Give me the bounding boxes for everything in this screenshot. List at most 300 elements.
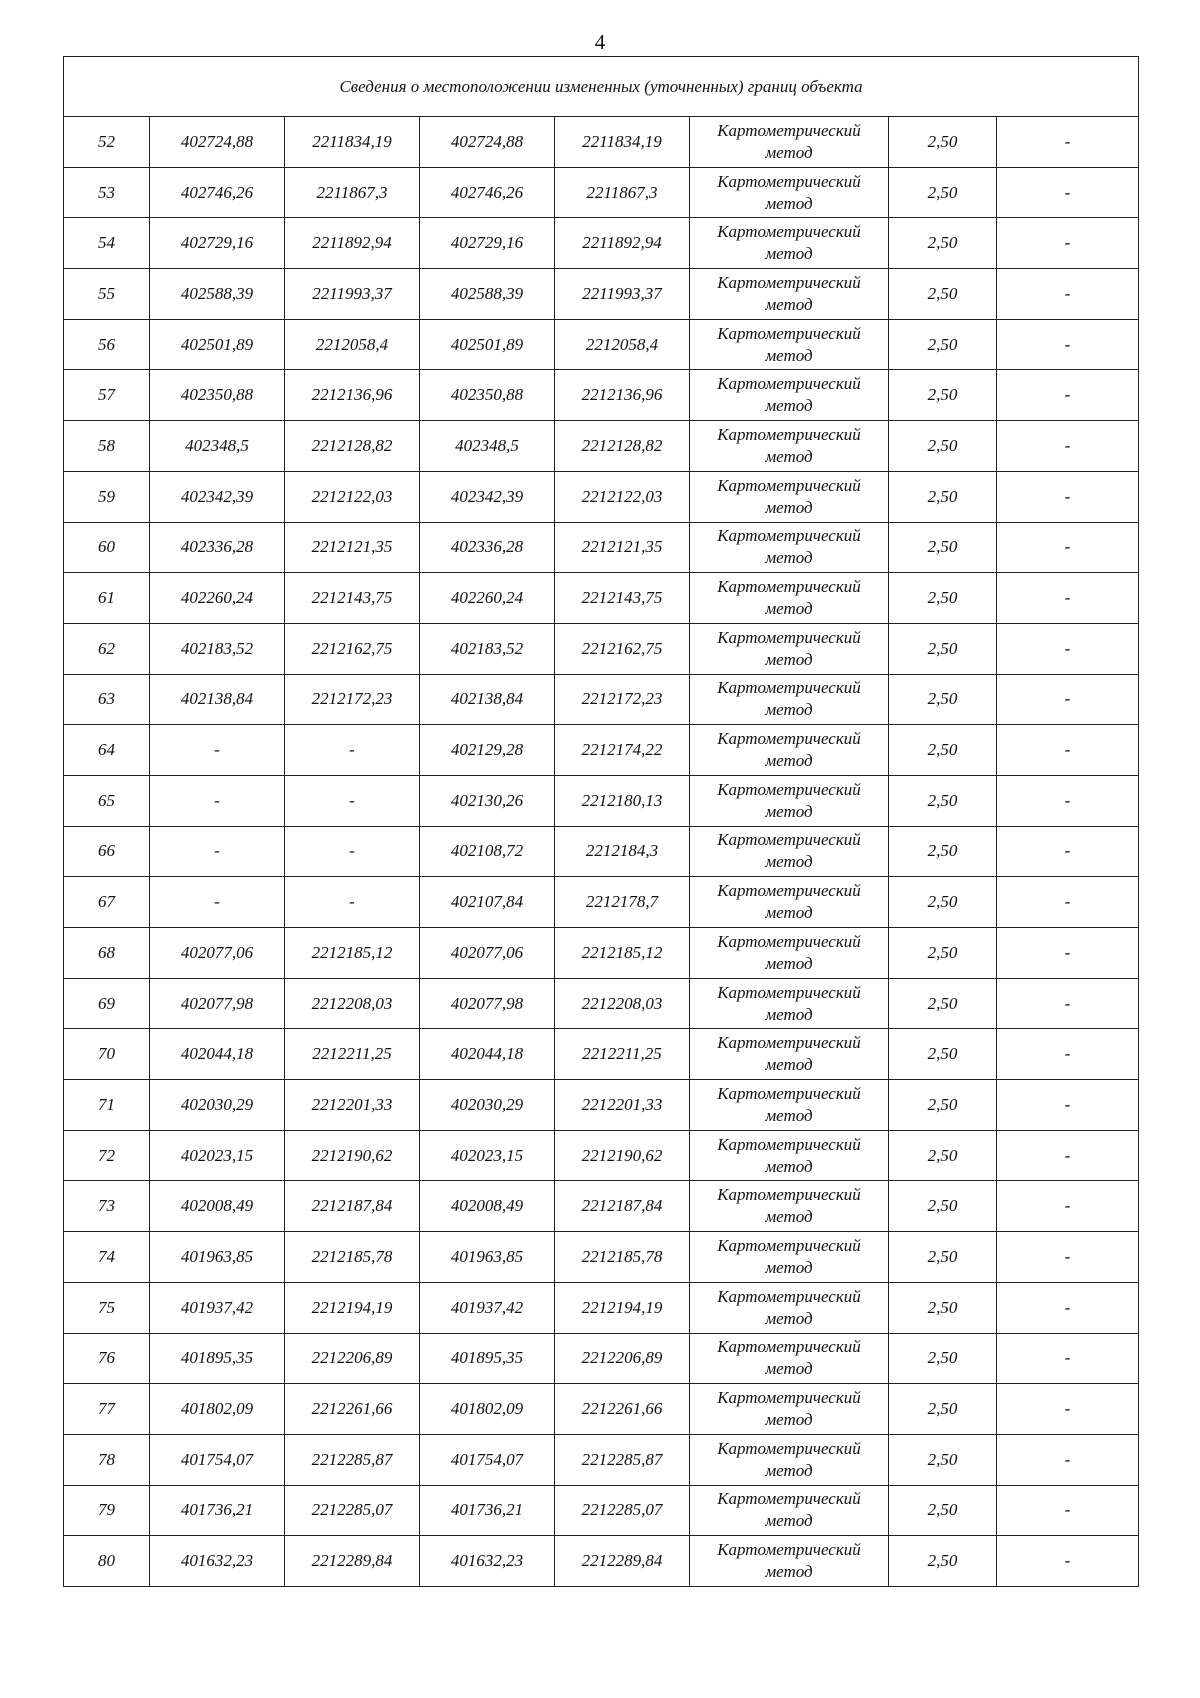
- existing-x-cell: 402260,24: [150, 573, 285, 624]
- existing-y-cell: 2211834,19: [285, 117, 420, 168]
- refined-y-cell: 2212162,75: [555, 623, 690, 674]
- note-cell: -: [997, 1282, 1139, 1333]
- method-cell: [690, 1080, 889, 1131]
- method-text: Картометрический: [717, 881, 861, 901]
- refined-y-cell: 2212285,87: [555, 1434, 690, 1485]
- method-cell: [690, 725, 889, 776]
- note-cell: -: [997, 1536, 1139, 1587]
- method-text: метод: [765, 700, 813, 720]
- refined-y-cell: 2212208,03: [555, 978, 690, 1029]
- note-cell: -: [997, 826, 1139, 877]
- method-cell: [690, 117, 889, 168]
- note-cell: -: [997, 319, 1139, 370]
- accuracy-cell: 2,50: [889, 471, 997, 522]
- refined-x-cell: 402342,39: [420, 471, 555, 522]
- method-text: Картометрический: [717, 1083, 861, 1103]
- refined-y-cell: 2212178,7: [555, 877, 690, 928]
- existing-y-cell: 2212136,96: [285, 370, 420, 421]
- existing-y-cell: 2212201,33: [285, 1080, 420, 1131]
- point-number-cell: 55: [64, 269, 150, 320]
- refined-x-cell: 402746,26: [420, 167, 555, 218]
- note-cell: -: [997, 522, 1139, 573]
- existing-x-cell: 402044,18: [150, 1029, 285, 1080]
- method-text: метод: [765, 396, 813, 416]
- point-number-cell: 56: [64, 319, 150, 370]
- refined-y-cell: 2211892,94: [555, 218, 690, 269]
- existing-y-cell: -: [285, 725, 420, 776]
- table-row: [64, 1181, 1139, 1232]
- method-text: Картометрический: [717, 1033, 861, 1053]
- point-number-cell: 66: [64, 826, 150, 877]
- refined-x-cell: 402023,15: [420, 1130, 555, 1181]
- existing-x-cell: 402348,5: [150, 421, 285, 472]
- method-text: Картометрический: [717, 627, 861, 647]
- method-cell: [690, 218, 889, 269]
- accuracy-cell: 2,50: [889, 1181, 997, 1232]
- method-text: Картометрический: [717, 323, 861, 343]
- existing-y-cell: 2212187,84: [285, 1181, 420, 1232]
- method-text: Картометрический: [717, 1388, 861, 1408]
- refined-x-cell: 402130,26: [420, 775, 555, 826]
- method-cell: [690, 1029, 889, 1080]
- table-row: [64, 674, 1139, 725]
- refined-y-cell: 2212206,89: [555, 1333, 690, 1384]
- refined-x-cell: 402729,16: [420, 218, 555, 269]
- method-text: метод: [765, 294, 813, 314]
- accuracy-cell: 2,50: [889, 775, 997, 826]
- existing-y-cell: 2212122,03: [285, 471, 420, 522]
- existing-x-cell: -: [150, 826, 285, 877]
- table-row: [64, 725, 1139, 776]
- table-row: [64, 269, 1139, 320]
- method-text: метод: [765, 193, 813, 213]
- point-number-cell: 65: [64, 775, 150, 826]
- existing-x-cell: 401895,35: [150, 1333, 285, 1384]
- accuracy-cell: 2,50: [889, 1232, 997, 1283]
- accuracy-cell: 2,50: [889, 522, 997, 573]
- point-number-cell: 75: [64, 1282, 150, 1333]
- refined-x-cell: 402724,88: [420, 117, 555, 168]
- point-number-cell: 77: [64, 1384, 150, 1435]
- refined-x-cell: 402077,06: [420, 928, 555, 979]
- refined-y-cell: 2211867,3: [555, 167, 690, 218]
- existing-y-cell: 2212058,4: [285, 319, 420, 370]
- table-row: [64, 421, 1139, 472]
- method-text: Картометрический: [717, 374, 861, 394]
- method-cell: [690, 1232, 889, 1283]
- refined-x-cell: 402336,28: [420, 522, 555, 573]
- note-cell: -: [997, 421, 1139, 472]
- method-text: Картометрический: [717, 475, 861, 495]
- note-cell: -: [997, 1232, 1139, 1283]
- accuracy-cell: 2,50: [889, 1130, 997, 1181]
- refined-y-cell: 2212172,23: [555, 674, 690, 725]
- method-text: метод: [765, 599, 813, 619]
- method-text: метод: [765, 852, 813, 872]
- note-cell: -: [997, 1080, 1139, 1131]
- page-number: 4: [594, 30, 606, 54]
- refined-y-cell: 2212058,4: [555, 319, 690, 370]
- method-text: Картометрический: [717, 171, 861, 191]
- existing-y-cell: 2212206,89: [285, 1333, 420, 1384]
- existing-y-cell: 2212285,07: [285, 1485, 420, 1536]
- refined-x-cell: 401632,23: [420, 1536, 555, 1587]
- note-cell: -: [997, 1130, 1139, 1181]
- existing-x-cell: 401963,85: [150, 1232, 285, 1283]
- existing-y-cell: -: [285, 775, 420, 826]
- method-text: метод: [765, 1511, 813, 1531]
- accuracy-cell: 2,50: [889, 573, 997, 624]
- point-number-cell: 64: [64, 725, 150, 776]
- note-cell: -: [997, 167, 1139, 218]
- table-row: [64, 1384, 1139, 1435]
- refined-x-cell: 401895,35: [420, 1333, 555, 1384]
- refined-x-cell: 402077,98: [420, 978, 555, 1029]
- accuracy-cell: 2,50: [889, 623, 997, 674]
- note-cell: -: [997, 1333, 1139, 1384]
- method-text: метод: [765, 953, 813, 973]
- point-number-cell: 67: [64, 877, 150, 928]
- accuracy-cell: 2,50: [889, 826, 997, 877]
- method-cell: [690, 1384, 889, 1435]
- refined-x-cell: 401937,42: [420, 1282, 555, 1333]
- point-number-cell: 80: [64, 1536, 150, 1587]
- refined-y-cell: 2212180,13: [555, 775, 690, 826]
- refined-y-cell: 2212185,12: [555, 928, 690, 979]
- point-number-cell: 71: [64, 1080, 150, 1131]
- table-row: [64, 978, 1139, 1029]
- method-text: метод: [765, 1055, 813, 1075]
- existing-x-cell: 401736,21: [150, 1485, 285, 1536]
- point-number-cell: 61: [64, 573, 150, 624]
- method-cell: [690, 674, 889, 725]
- method-text: метод: [765, 1460, 813, 1480]
- refined-y-cell: 2212128,82: [555, 421, 690, 472]
- table-row: [64, 1080, 1139, 1131]
- existing-x-cell: 402729,16: [150, 218, 285, 269]
- point-number-cell: 57: [64, 370, 150, 421]
- existing-x-cell: 402023,15: [150, 1130, 285, 1181]
- table-title-row: [64, 57, 1139, 117]
- method-text: метод: [765, 548, 813, 568]
- existing-y-cell: 2212172,23: [285, 674, 420, 725]
- point-number-cell: 76: [64, 1333, 150, 1384]
- note-cell: -: [997, 117, 1139, 168]
- accuracy-cell: 2,50: [889, 877, 997, 928]
- method-text: метод: [765, 446, 813, 466]
- refined-x-cell: 402348,5: [420, 421, 555, 472]
- method-cell: [690, 573, 889, 624]
- method-text: Картометрический: [717, 526, 861, 546]
- table-row: [64, 1282, 1139, 1333]
- method-text: метод: [765, 801, 813, 821]
- point-number-cell: 73: [64, 1181, 150, 1232]
- table-row: [64, 1536, 1139, 1587]
- accuracy-cell: 2,50: [889, 1029, 997, 1080]
- refined-x-cell: 402501,89: [420, 319, 555, 370]
- note-cell: -: [997, 1434, 1139, 1485]
- existing-y-cell: 2212121,35: [285, 522, 420, 573]
- method-text: метод: [765, 649, 813, 669]
- accuracy-cell: 2,50: [889, 674, 997, 725]
- accuracy-cell: 2,50: [889, 928, 997, 979]
- method-text: Картометрический: [717, 272, 861, 292]
- existing-x-cell: 401632,23: [150, 1536, 285, 1587]
- refined-x-cell: 402044,18: [420, 1029, 555, 1080]
- method-cell: [690, 319, 889, 370]
- method-cell: [690, 471, 889, 522]
- refined-y-cell: 2212187,84: [555, 1181, 690, 1232]
- refined-x-cell: 402107,84: [420, 877, 555, 928]
- method-cell: [690, 421, 889, 472]
- method-text: Картометрический: [717, 577, 861, 597]
- point-number-cell: 58: [64, 421, 150, 472]
- existing-x-cell: 402077,06: [150, 928, 285, 979]
- refined-y-cell: 2212201,33: [555, 1080, 690, 1131]
- accuracy-cell: 2,50: [889, 319, 997, 370]
- existing-y-cell: 2212289,84: [285, 1536, 420, 1587]
- table-row: [64, 522, 1139, 573]
- note-cell: -: [997, 674, 1139, 725]
- refined-x-cell: 402260,24: [420, 573, 555, 624]
- point-number-cell: 54: [64, 218, 150, 269]
- point-number-cell: 63: [64, 674, 150, 725]
- existing-y-cell: 2212143,75: [285, 573, 420, 624]
- existing-x-cell: 402183,52: [150, 623, 285, 674]
- accuracy-cell: 2,50: [889, 269, 997, 320]
- point-number-cell: 70: [64, 1029, 150, 1080]
- table-row: [64, 117, 1139, 168]
- method-text: метод: [765, 142, 813, 162]
- method-text: Картометрический: [717, 1134, 861, 1154]
- method-text: метод: [765, 244, 813, 264]
- refined-y-cell: 2212143,75: [555, 573, 690, 624]
- note-cell: -: [997, 775, 1139, 826]
- refined-y-cell: 2212289,84: [555, 1536, 690, 1587]
- existing-y-cell: 2212128,82: [285, 421, 420, 472]
- existing-x-cell: 402588,39: [150, 269, 285, 320]
- method-text: метод: [765, 1004, 813, 1024]
- method-text: метод: [765, 903, 813, 923]
- existing-y-cell: 2212190,62: [285, 1130, 420, 1181]
- method-cell: [690, 1485, 889, 1536]
- point-number-cell: 52: [64, 117, 150, 168]
- method-text: Картометрический: [717, 424, 861, 444]
- accuracy-cell: 2,50: [889, 370, 997, 421]
- note-cell: -: [997, 370, 1139, 421]
- accuracy-cell: 2,50: [889, 1384, 997, 1435]
- refined-y-cell: 2211834,19: [555, 117, 690, 168]
- method-text: метод: [765, 1359, 813, 1379]
- existing-x-cell: 402501,89: [150, 319, 285, 370]
- existing-x-cell: 402724,88: [150, 117, 285, 168]
- point-number-cell: 69: [64, 978, 150, 1029]
- refined-y-cell: 2212190,62: [555, 1130, 690, 1181]
- table-row: [64, 623, 1139, 674]
- method-text: метод: [765, 1105, 813, 1125]
- method-text: метод: [765, 1410, 813, 1430]
- existing-y-cell: 2212162,75: [285, 623, 420, 674]
- existing-x-cell: 401802,09: [150, 1384, 285, 1435]
- refined-y-cell: 2212121,35: [555, 522, 690, 573]
- refined-x-cell: 402183,52: [420, 623, 555, 674]
- existing-x-cell: -: [150, 775, 285, 826]
- method-text: метод: [765, 1156, 813, 1176]
- note-cell: -: [997, 1029, 1139, 1080]
- existing-x-cell: 402336,28: [150, 522, 285, 573]
- refined-x-cell: 402138,84: [420, 674, 555, 725]
- table-row: [64, 1130, 1139, 1181]
- accuracy-cell: 2,50: [889, 725, 997, 776]
- table-row: [64, 775, 1139, 826]
- note-cell: -: [997, 623, 1139, 674]
- method-cell: [690, 775, 889, 826]
- point-number-cell: 74: [64, 1232, 150, 1283]
- table-row: [64, 1485, 1139, 1536]
- existing-y-cell: 2212261,66: [285, 1384, 420, 1435]
- refined-x-cell: 401754,07: [420, 1434, 555, 1485]
- refined-y-cell: 2212136,96: [555, 370, 690, 421]
- refined-y-cell: 2212185,78: [555, 1232, 690, 1283]
- note-cell: -: [997, 1485, 1139, 1536]
- method-text: Картометрический: [717, 1438, 861, 1458]
- refined-y-cell: 2212261,66: [555, 1384, 690, 1435]
- method-cell: [690, 1536, 889, 1587]
- existing-y-cell: 2212185,78: [285, 1232, 420, 1283]
- existing-y-cell: -: [285, 826, 420, 877]
- note-cell: -: [997, 218, 1139, 269]
- table-row: [64, 1029, 1139, 1080]
- method-cell: [690, 1181, 889, 1232]
- method-text: Картометрический: [717, 982, 861, 1002]
- note-cell: -: [997, 877, 1139, 928]
- method-text: метод: [765, 751, 813, 771]
- existing-x-cell: 402077,98: [150, 978, 285, 1029]
- method-text: метод: [765, 497, 813, 517]
- accuracy-cell: 2,50: [889, 167, 997, 218]
- refined-x-cell: 402108,72: [420, 826, 555, 877]
- accuracy-cell: 2,50: [889, 1434, 997, 1485]
- method-cell: [690, 978, 889, 1029]
- table-row: [64, 928, 1139, 979]
- table-row: [64, 1232, 1139, 1283]
- note-cell: -: [997, 573, 1139, 624]
- method-text: Картометрический: [717, 830, 861, 850]
- method-cell: [690, 877, 889, 928]
- refined-y-cell: 2212285,07: [555, 1485, 690, 1536]
- existing-x-cell: 402008,49: [150, 1181, 285, 1232]
- refined-y-cell: 2212211,25: [555, 1029, 690, 1080]
- refined-x-cell: 402350,88: [420, 370, 555, 421]
- existing-x-cell: -: [150, 877, 285, 928]
- method-text: метод: [765, 345, 813, 365]
- existing-x-cell: 401937,42: [150, 1282, 285, 1333]
- method-cell: [690, 1434, 889, 1485]
- method-text: Картометрический: [717, 931, 861, 951]
- existing-y-cell: 2211892,94: [285, 218, 420, 269]
- point-number-cell: 59: [64, 471, 150, 522]
- existing-y-cell: 2212211,25: [285, 1029, 420, 1080]
- accuracy-cell: 2,50: [889, 1080, 997, 1131]
- refined-x-cell: 402588,39: [420, 269, 555, 320]
- table-row: [64, 877, 1139, 928]
- refined-y-cell: 2212184,3: [555, 826, 690, 877]
- table-row: [64, 218, 1139, 269]
- method-text: Картометрический: [717, 729, 861, 749]
- accuracy-cell: 2,50: [889, 421, 997, 472]
- method-text: Картометрический: [717, 1489, 861, 1509]
- point-number-cell: 62: [64, 623, 150, 674]
- note-cell: -: [997, 928, 1139, 979]
- method-text: метод: [765, 1207, 813, 1227]
- refined-y-cell: 2212174,22: [555, 725, 690, 776]
- accuracy-cell: 2,50: [889, 978, 997, 1029]
- existing-x-cell: 402342,39: [150, 471, 285, 522]
- point-number-cell: 79: [64, 1485, 150, 1536]
- note-cell: -: [997, 269, 1139, 320]
- method-cell: [690, 1282, 889, 1333]
- table-body: [64, 117, 1139, 1587]
- method-cell: [690, 1130, 889, 1181]
- table-row: [64, 167, 1139, 218]
- existing-y-cell: 2212185,12: [285, 928, 420, 979]
- existing-y-cell: -: [285, 877, 420, 928]
- method-text: метод: [765, 1257, 813, 1277]
- refined-x-cell: 402030,29: [420, 1080, 555, 1131]
- method-cell: [690, 522, 889, 573]
- refined-x-cell: 401802,09: [420, 1384, 555, 1435]
- method-cell: [690, 269, 889, 320]
- refined-x-cell: 401736,21: [420, 1485, 555, 1536]
- method-text: Картометрический: [717, 1337, 861, 1357]
- refined-x-cell: 402008,49: [420, 1181, 555, 1232]
- existing-x-cell: 401754,07: [150, 1434, 285, 1485]
- accuracy-cell: 2,50: [889, 218, 997, 269]
- point-number-cell: 72: [64, 1130, 150, 1181]
- note-cell: -: [997, 978, 1139, 1029]
- existing-x-cell: 402746,26: [150, 167, 285, 218]
- method-text: Картометрический: [717, 222, 861, 242]
- existing-y-cell: 2212194,19: [285, 1282, 420, 1333]
- existing-x-cell: 402138,84: [150, 674, 285, 725]
- note-cell: -: [997, 725, 1139, 776]
- accuracy-cell: 2,50: [889, 1485, 997, 1536]
- method-text: метод: [765, 1308, 813, 1328]
- refined-x-cell: 401963,85: [420, 1232, 555, 1283]
- table-row: [64, 826, 1139, 877]
- point-number-cell: 53: [64, 167, 150, 218]
- existing-y-cell: 2212285,87: [285, 1434, 420, 1485]
- table-row: [64, 1333, 1139, 1384]
- accuracy-cell: 2,50: [889, 1536, 997, 1587]
- method-text: Картометрический: [717, 1286, 861, 1306]
- accuracy-cell: 2,50: [889, 1333, 997, 1384]
- table-row: [64, 573, 1139, 624]
- table-title: Сведения о местоположении измененных (уточненных) границ объекта: [64, 57, 1139, 117]
- table-row: [64, 370, 1139, 421]
- point-number-cell: 78: [64, 1434, 150, 1485]
- point-number-cell: 68: [64, 928, 150, 979]
- method-cell: [690, 623, 889, 674]
- accuracy-cell: 2,50: [889, 117, 997, 168]
- method-text: Картометрический: [717, 1540, 861, 1560]
- refined-y-cell: 2212194,19: [555, 1282, 690, 1333]
- method-cell: [690, 1333, 889, 1384]
- existing-y-cell: 2212208,03: [285, 978, 420, 1029]
- existing-y-cell: 2211867,3: [285, 167, 420, 218]
- existing-x-cell: 402350,88: [150, 370, 285, 421]
- method-cell: [690, 370, 889, 421]
